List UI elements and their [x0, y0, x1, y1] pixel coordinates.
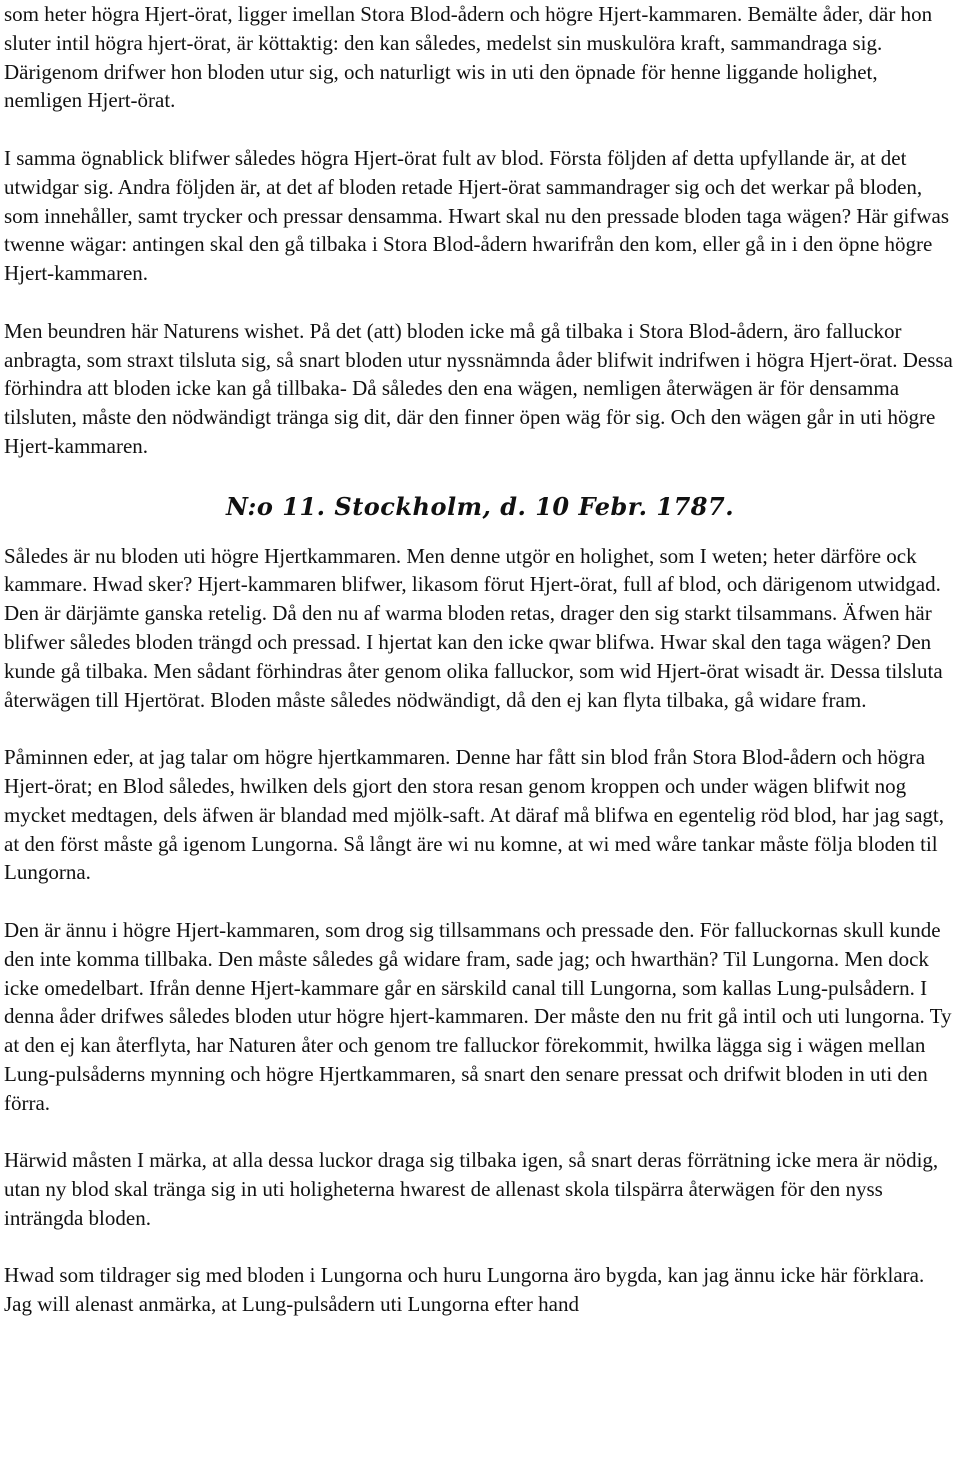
paragraph: Påminnen eder, at jag talar om högre hjertkammaren. Denne har fått sin blod från Stora Blod-ådern och högra Hjert-örat; en Blod således, hwilken dels gjort den stora resan genom kroppen och under wägen blifwit nog mycket medtagen, dels äfwen är blandad med mjölk-saft. At däraf må blifwa en egentelig röd blod, har jag sagt, at den först måste gå igenom Lungorna. Så långt äre wi nu komne, at wi med wåre tankar måste följa bloden til Lungorna. [4, 745, 945, 885]
paragraph: Den är ännu i högre Hjert-kammaren, som drog sig tillsammans och pressade den. För falluckornas skull kunde den inte komma tillbaka. Den måste således gå widare fram, sade jag; och hwarthän? Til Lungorna. Men dock icke omedelbart. Ifrån denne Hjert-kammare går en särskild canal till Lungorna, som kallas Lung-pulsådern. I denna åder drifwes således bloden utur högre hjert-kammaren. Der måste den nu frit gå intil och uti lungorna. Ty at den ej kan återflyta, har Naturen åter och genom tre falluckor förekommit, hwilka lägga sig i wägen mellan Lung-pulsåderns mynning och högre Hjertkammaren, så snart den senare pressat och drifwit bloden in uti den förra. [4, 917, 952, 1115]
paragraph: Men beundren här Naturens wishet. På det (att) bloden icke må gå tilbaka i Stora Blod-ådern, äro falluckor anbragta, som straxt tilsluta sig, så snart bloden utur nyssnämnda åder blifwit indrifwen i högra Hjert-örat. Dessa förhindra att bloden icke kan gå tillbaka- Då således den ena wägen, nemligen återwägen är för densamma tilsluten, måste den nödwändigt tränga sig dit, där den finner öpen wäg för sig. Och den wägen går in uti högre Hjert-kammaren. [4, 318, 953, 458]
document-page [4, 0, 956, 1348]
paragraph: Härwid måsten I märka, at alla dessa luckor draga sig tilbaka igen, så snart deras förrätning icke mera är nödig, utan ny blod skal tränga sig in uti holigheterna hwarest de allenast skola tilspärra återwägen för den nyss inträngda bloden. [4, 1148, 939, 1230]
issue-heading: N:o 11. Stockholm, d. 10 Febr. 1787. [225, 491, 735, 521]
paragraph: Hwad som tildrager sig med bloden i Lungorna och huru Lungorna äro bygda, kan jag ännu icke här förklara. Jag will alenast anmärka, at Lung-pulsådern uti Lungorna efter hand [4, 1263, 925, 1317]
paragraph: som heter högra Hjert-örat, ligger imellan Stora Blod-ådern och högre Hjert-kammaren. Bemälte åder, där hon sluter intil högra hjert-örat, är köttaktig: den kan således, medelst sin muskulöra kraft, sammandraga sig. Därigenom drifwer hon bloden utur sig, och naturligt wis in uti den öpnade för henne liggande holighet, nemligen Hjert-örat. [4, 2, 933, 113]
paragraph: I samma ögnablick blifwer således högra Hjert-örat fult av blod. Första följden af detta upfyllande är, at det utwidgar sig. Andra följden är, at det af bloden retade Hjert-örat sammandrager sig och det werkar på bloden, som innehåller, samt trycker och pressar densamma. Hwart skal nu den pressade bloden taga wägen? Här gifwas twenne wägar: antingen skal den gå tilbaka i Stora Blod-ådern hwarifrån den kom, eller gå in i den öpne högre Hjert-kammaren. [4, 145, 949, 286]
paragraph: Således är nu bloden uti högre Hjertkammaren. Men denne utgör en holighet, som I weten; heter därföre ock kammare. Hwad sker? Hjert-kammaren blifwer, likasom förut Hjert-örat, full af blod, och därigenom utwidgad. Den är därjämte ganska retelig. Då den nu af warma bloden retas, drager den sig starkt tilsammans. Äfwen här blifwer således bloden trängd och pressad. I hjertat kan den icke qwar blifwa. Hwar skal den taga wägen? Den kunde gå tilbaka. Men sådant förhindras åter genom olika falluckor, som wid Hjert-örat wisadt är. Dessa tilsluta återwägen till Hjertörat. Bloden måste således nödwändigt, då den ej kan flyta tilbaka, gå widare fram. [4, 543, 943, 712]
